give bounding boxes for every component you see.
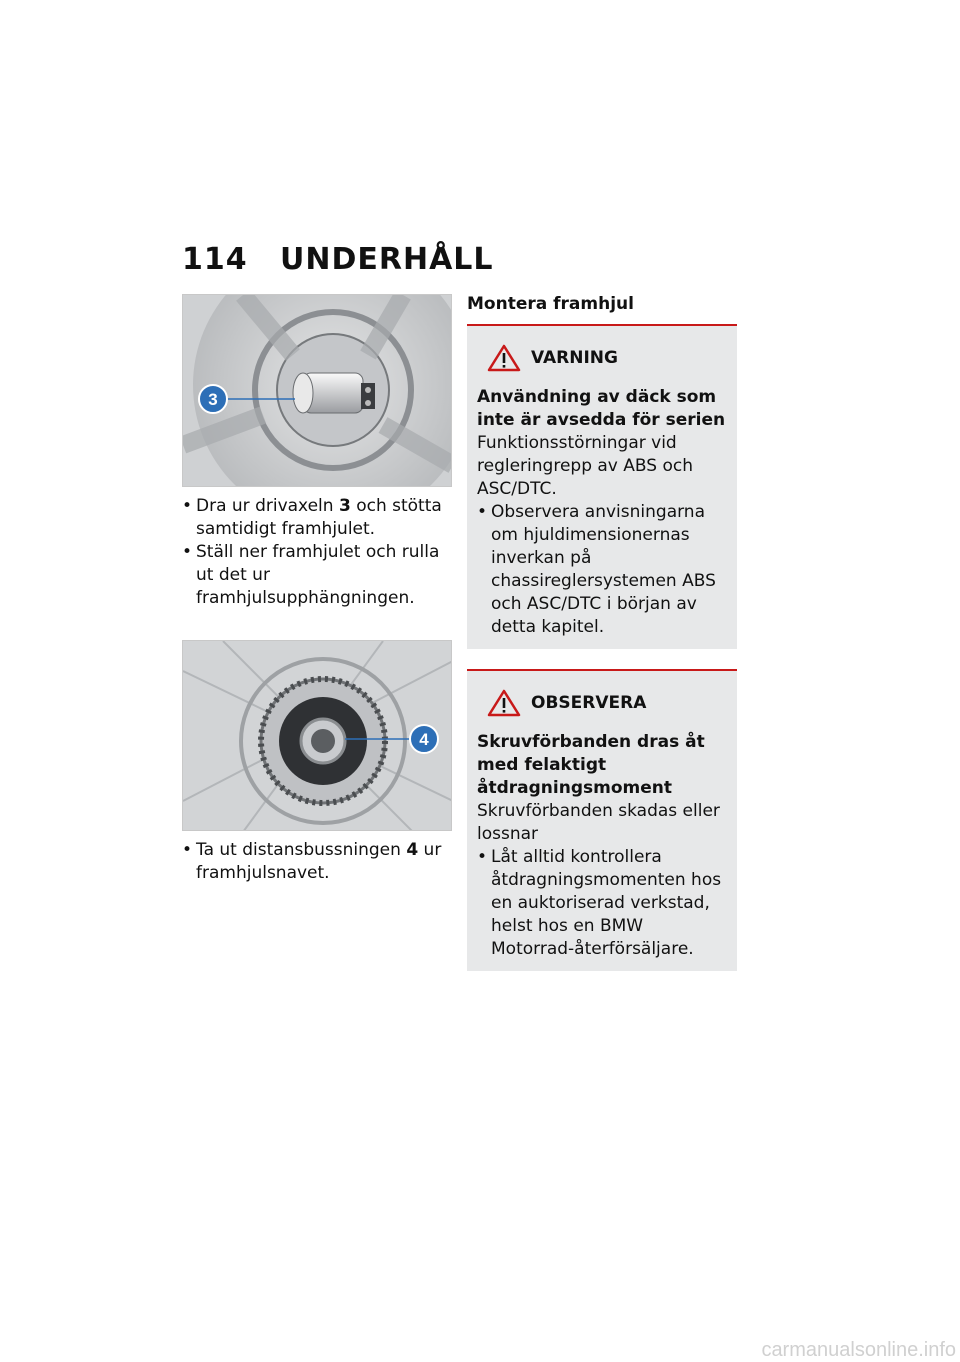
step-item: • Ta ut distansbussningen 4 ur framhjulsnavet. bbox=[182, 839, 452, 885]
section-title: UNDERHÅLL bbox=[280, 242, 494, 277]
page-header bbox=[182, 242, 494, 277]
step-item: • Dra ur drivaxeln 3 och stötta samtidigt framhjulet. bbox=[182, 495, 452, 541]
warning-header bbox=[487, 344, 727, 372]
notice-description: Skruvförbanden skadas eller lossnar bbox=[477, 801, 720, 844]
warning-subject: Användning av däck som inte är avsedda för serien bbox=[477, 387, 726, 430]
figure-spacer-bush bbox=[182, 640, 452, 831]
notice-actions bbox=[477, 846, 727, 961]
notice-subject: Skruvförbanden dras åt med felaktigt åtdragningsmoment bbox=[477, 732, 705, 798]
figure-drive-axle bbox=[182, 294, 452, 487]
notice-label: OBSERVERA bbox=[531, 693, 647, 713]
notice-action-item: • Låt alltid kontrollera åtdragningsmomenten hos en auktoriserad verkstad, helst hos en BMW Motorrad-återförsäljare. bbox=[477, 846, 727, 961]
callout-label-4: 4 bbox=[419, 730, 429, 749]
page-number: 114 bbox=[182, 242, 248, 277]
warning-action-item: • Observera anvisningarna om hjuldimensionernas inverkan på chassireglersystemen ABS och ASC/DTC i början av detta kapitel. bbox=[477, 501, 727, 639]
spacer-bush-illustration bbox=[183, 641, 452, 831]
section-heading: Montera framhjul bbox=[467, 294, 634, 314]
warning-label: VARNING bbox=[531, 348, 618, 368]
watermark-text: carmanualsonline.info bbox=[761, 1339, 956, 1361]
notice-header bbox=[487, 689, 727, 717]
steps-list-1 bbox=[182, 495, 452, 610]
warning-description: Funktionsstörningar vid regleringrepp av ABS och ASC/DTC. bbox=[477, 433, 693, 499]
drive-axle-illustration bbox=[183, 295, 452, 487]
caution-triangle-icon bbox=[487, 689, 521, 717]
right-column bbox=[467, 294, 737, 971]
steps-list-2 bbox=[182, 839, 452, 885]
step-item: • Ställ ner framhjulet och rulla ut det ur framhjulsupphängningen. bbox=[182, 541, 452, 610]
callout-label-3: 3 bbox=[208, 390, 218, 409]
notice-box bbox=[467, 671, 737, 971]
warning-triangle-icon bbox=[487, 344, 521, 372]
left-column bbox=[182, 294, 452, 885]
warning-box bbox=[467, 326, 737, 649]
warning-actions bbox=[477, 501, 727, 639]
